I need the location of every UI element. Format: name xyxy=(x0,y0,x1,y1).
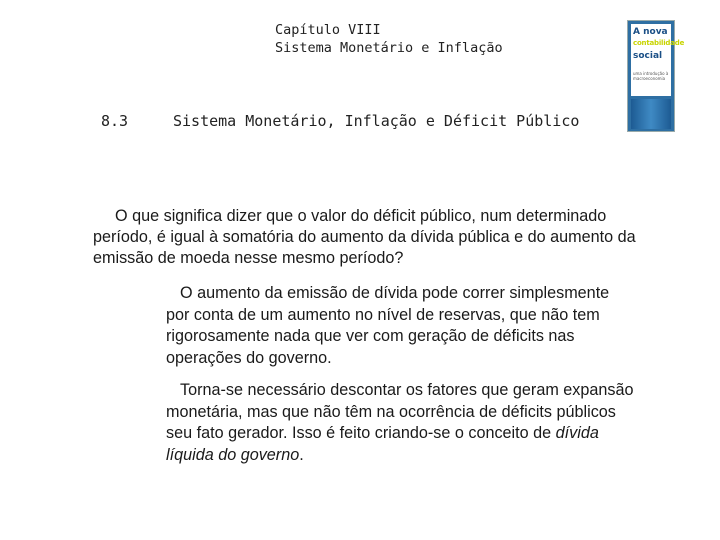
cover-subtitle: uma introdução à macroeconomia xyxy=(633,71,669,81)
book-cover-image xyxy=(627,20,685,132)
chapter-label: Capítulo VIII xyxy=(275,22,381,38)
slide-header xyxy=(275,21,503,57)
cover-title-line1: A nova xyxy=(633,27,668,37)
answer-paragraph-1: O aumento da emissão de dívida pode correr simplesmente por conta de um aumento no nível de reservas, que não tem rigorosamente nada que ver com geração de déficits nas operações do governo. xyxy=(166,284,610,367)
question-paragraph: O que significa dizer que o valor do déficit público, num determinado período, é igual à somatória do aumento da dívida pública e do aumento da emissão de moeda nesse mesmo período? xyxy=(93,207,636,267)
answer-paragraph-2-text: Torna-se necessário descontar os fatores que geram expansão monetária, mas que não têm na ocorrência de déficits públicos seu fato gerador. Isso é feito criando-se o conceito de xyxy=(166,381,634,442)
section-number: 8.3 xyxy=(101,112,129,130)
cover-title-line2: contabilidade xyxy=(633,39,685,47)
answer-paragraph-2 xyxy=(166,380,636,466)
cover-title-line3: social xyxy=(633,51,663,61)
cover-graphic xyxy=(631,99,671,129)
chapter-subject: Sistema Monetário e Inflação xyxy=(275,40,503,56)
section-title: Sistema Monetário, Inflação e Déficit Público xyxy=(173,112,580,130)
net-debt-term: dívida líquida do governo xyxy=(166,424,599,464)
answer-paragraph-2-end: . xyxy=(299,445,304,464)
